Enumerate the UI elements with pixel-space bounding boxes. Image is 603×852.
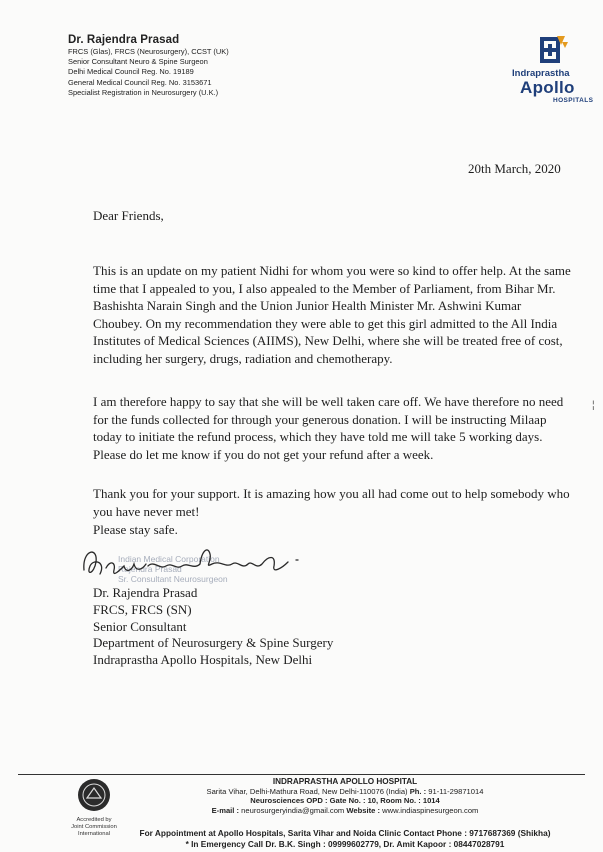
footer-website-label: Website : <box>346 805 381 815</box>
credential-line: General Medical Council Reg. No. 3153671 <box>68 77 212 87</box>
footer-opd-label: Neurosciences OPD : <box>250 796 328 806</box>
credential-line: Specialist Registration in Neurosurgery (U.K.) <box>68 87 219 97</box>
footer-hospital-name: INDRAPRASTHA APOLLO HOSPITAL <box>272 777 418 786</box>
footer-phone-label: Ph. : <box>409 786 427 796</box>
stamp-line: Sr. Consultant Neurosurgeon <box>118 574 228 584</box>
handwritten-signature <box>76 540 316 588</box>
logo-line-3: HOSPITALS <box>553 97 594 104</box>
logo-line-1: Indraprastha <box>512 68 570 79</box>
letter-date: 20th March, 2020 <box>468 161 561 176</box>
signatory-qualification: FRCS, FRCS (SN) <box>93 601 192 617</box>
footer-web-line <box>180 806 510 816</box>
margin-mark: ¦ <box>592 400 595 411</box>
credential-line: FRCS (Glas), FRCS (Neurosurgery), CCST (UK) <box>68 47 229 56</box>
footer-appointment: For Appointment at Apollo Hospitals, Sarita Vihar and Noida Clinic Contact Phone : 9717687369 (Shikha) <box>139 828 551 838</box>
letterhead <box>68 34 232 98</box>
closing: Please stay safe. <box>93 522 178 537</box>
footer-opd-line <box>180 796 510 806</box>
footer-emergency: * In Emergency Call Dr. B.K. Singh : 09999602779, Dr. Amit Kapoor : 08447028791 <box>185 838 505 849</box>
accreditation-line: Accredited by <box>76 817 112 823</box>
footer-email: neurosurgeryindia@gmail.com <box>241 805 345 815</box>
greeting: Dear Friends, <box>93 208 164 223</box>
signatory-title: Senior Consultant <box>93 618 187 634</box>
footer-divider <box>18 774 585 775</box>
hospital-logo <box>508 34 598 104</box>
footer-phone: 91-11-29871014 <box>428 786 484 796</box>
paragraph: This is an update on my patient Nidhi for whom you were so kind to offer help. At the same time that I appealed to you, I also appealed to the Member of Parliament, from Bihar Mr. Bashishta Narain Singh and the Union Junior Health Minister Mr. Ashwini Kumar Choubey. On my recommendation they were able to get this girl admitted to the All India Institutes of Medical Sciences (AIIMS), New Delhi, where she will be treated free of cost, including her surgery, drugs, radiation and chemotherapy. <box>93 263 571 366</box>
credential-line: Delhi Medical Council Reg. No. 19189 <box>68 67 194 77</box>
footer-address-line <box>180 787 510 797</box>
paragraph: Thank you for your support. It is amazing how you all had come out to help somebody who you have never met! <box>93 486 570 519</box>
footer-email-label: E-mail : <box>211 805 240 815</box>
doctor-name: Dr. Rajendra Prasad <box>68 34 180 46</box>
footer-address: Sarita Vihar, Delhi-Mathura Road, New Delhi-110076 (India) <box>206 786 408 796</box>
logo-line-2: Apollo <box>520 78 575 97</box>
accreditation-line: Joint Commission International <box>71 824 117 837</box>
signatory-block <box>93 585 333 669</box>
stamp-line: Indian Medical Corporation <box>118 554 220 564</box>
stamp-line: Rajendra Prasad <box>118 564 182 574</box>
signatory-department: Department of Neurosurgery & Spine Surgery <box>93 635 334 651</box>
footer-appointment-block <box>110 828 580 849</box>
signatory-name: Dr. Rajendra Prasad <box>93 585 198 600</box>
jci-seal-icon <box>77 778 111 812</box>
signatory-hospital: Indraprastha Apollo Hospitals, New Delhi <box>93 652 313 668</box>
footer-contact <box>180 777 510 815</box>
apollo-hospitals-logo-icon <box>535 34 571 68</box>
credential-line: Senior Consultant Neuro & Spine Surgeon <box>68 57 208 67</box>
paragraph: I am therefore happy to say that she will be well taken care off. We have therefore no need for the funds collected for through your generous donation. I will be instructing Milaap today to initiate the refund process, which they have told me will take 5 working days. Please do let me know if you do not get your refund after a week. <box>93 394 564 462</box>
footer-website: www.indiaspinesurgeon.com <box>382 805 479 815</box>
footer-opd-value: Gate No. : 10, Room No. : 1014 <box>329 796 440 806</box>
